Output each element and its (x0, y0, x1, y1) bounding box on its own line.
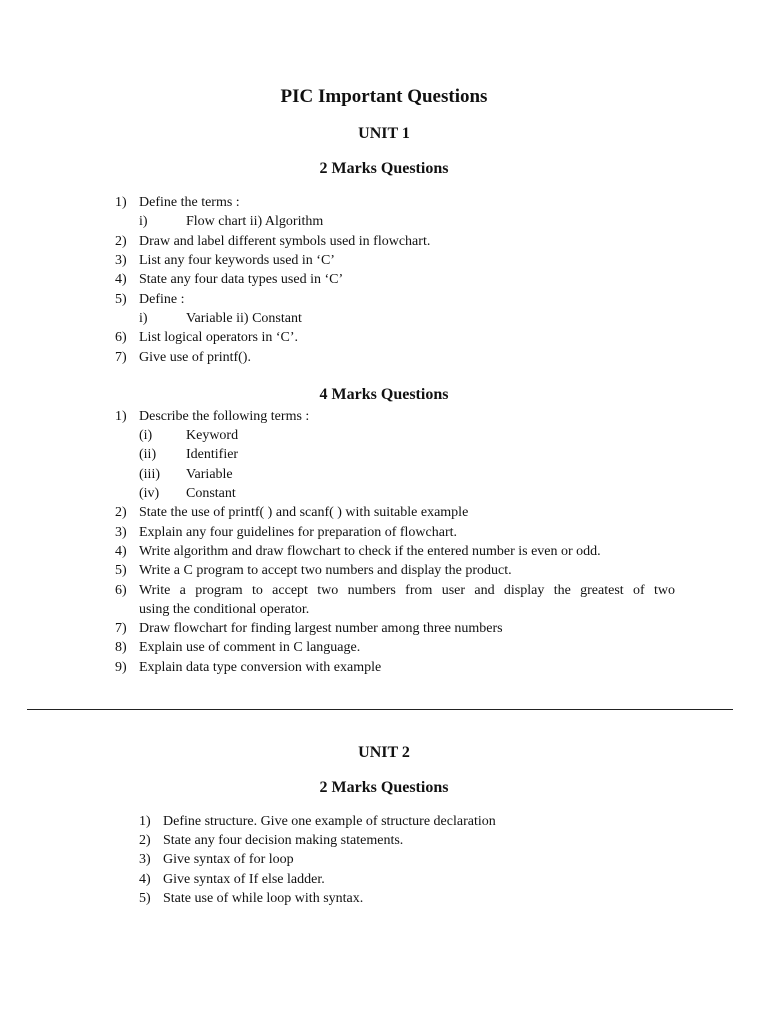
item-text: Draw flowchart for finding largest number among three numbers (139, 621, 503, 636)
item-number: 9) (115, 660, 127, 675)
item-number: 3) (115, 253, 127, 268)
item-number: i) (139, 311, 148, 326)
item-number: (ii) (139, 447, 157, 462)
item-number: 2) (115, 234, 127, 249)
item-number: 4) (115, 272, 127, 287)
item-text: State the use of printf( ) and scanf( ) with suitable example (139, 505, 469, 520)
section-divider (27, 709, 733, 710)
item-number: 3) (139, 852, 151, 867)
item-text: Variable (186, 467, 233, 482)
item-text: Identifier (186, 447, 239, 462)
item-number: 5) (115, 292, 127, 307)
item-text: Give syntax of If else ladder. (163, 872, 325, 887)
item-text: Explain use of comment in C language. (139, 640, 361, 655)
item-number: 1) (139, 814, 151, 829)
item-text: Keyword (186, 428, 239, 443)
item-number: 5) (139, 891, 151, 906)
item-number: 6) (115, 330, 127, 345)
item-number: 2) (115, 505, 127, 520)
item-number: i) (139, 214, 148, 229)
item-number: 7) (115, 350, 127, 365)
item-number: 4) (139, 872, 151, 887)
item-text: Explain any four guidelines for preparation of flowchart. (139, 525, 458, 540)
item-text: Flow chart ii) Algorithm (186, 214, 324, 229)
item-text: Describe the following terms : (139, 409, 310, 424)
item-text: State use of while loop with syntax. (163, 891, 364, 906)
item-text: Define : (139, 292, 185, 307)
item-text: List logical operators in ‘C’. (139, 330, 299, 345)
item-text: Write a program to accept two numbers from user and display the greatest of two (139, 583, 675, 598)
item-number: (iv) (139, 486, 160, 501)
item-text: Give use of printf(). (139, 350, 251, 365)
unit1-two-marks-heading: 2 Marks Questions (319, 160, 449, 177)
item-number: 1) (115, 195, 127, 210)
item-number: 7) (115, 621, 127, 636)
item-text: Explain data type conversion with example (139, 660, 382, 675)
item-text: Define the terms : (139, 195, 240, 210)
item-text: List any four keywords used in ‘C’ (139, 253, 335, 268)
item-number: 5) (115, 563, 127, 578)
item-text: Variable ii) Constant (186, 311, 302, 326)
item-text: Write a C program to accept two numbers and display the product. (139, 563, 512, 578)
item-number: 4) (115, 544, 127, 559)
item-number: 2) (139, 833, 151, 848)
document-title: PIC Important Questions (280, 86, 488, 107)
unit2-two-marks-heading: 2 Marks Questions (319, 779, 449, 796)
item-number: 8) (115, 640, 127, 655)
item-number: 1) (115, 409, 127, 424)
unit1-four-marks-heading: 4 Marks Questions (319, 386, 449, 403)
item-text: Constant (186, 486, 236, 501)
item-number: 3) (115, 525, 127, 540)
unit2-heading: UNIT 2 (358, 744, 410, 761)
item-number: (iii) (139, 467, 160, 482)
item-number: (i) (139, 428, 153, 443)
item-text: Give syntax of for loop (163, 852, 294, 867)
item-text: using the conditional operator. (139, 602, 310, 617)
item-text: Draw and label different symbols used in flowchart. (139, 234, 431, 249)
item-number: 6) (115, 583, 127, 598)
item-text: State any four decision making statements. (163, 833, 404, 848)
unit1-heading: UNIT 1 (358, 125, 410, 142)
item-text: State any four data types used in ‘C’ (139, 272, 344, 287)
item-text: Define structure. Give one example of structure declaration (163, 814, 496, 829)
item-text: Write algorithm and draw flowchart to check if the entered number is even or odd. (139, 544, 601, 559)
